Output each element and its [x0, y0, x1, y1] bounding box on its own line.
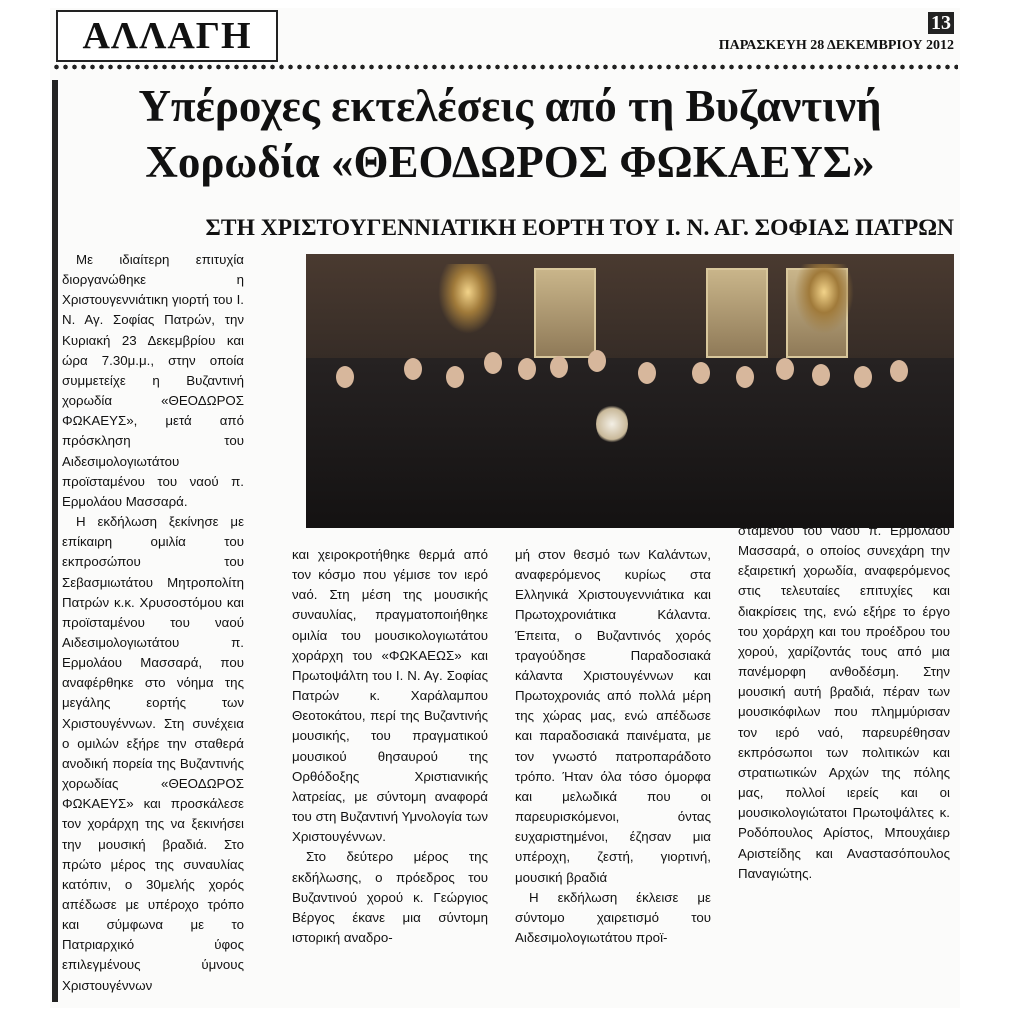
flower-bouquet [596, 404, 628, 444]
article-column-1 [62, 250, 244, 996]
article-column-3 [515, 545, 711, 948]
paragraph: Με ιδιαίτερη επιτυχία διοργανώθηκε η Χριστουγεννιάτικη γιορτή του Ι. Ν. Αγ. Σοφίας Πατρών, την Κυριακή 23 Δεκεμβρίου και ώρα 7.30μ.μ., στην οποία συμμετείχε η Βυζαντινή χορωδία «ΘΕΟΔΩΡΟΣ ΦΩΚΑΕΥΣ», μετά από πρόσκληση του Αιδεσιμολογιωτάτου προϊσταμένου του ναού π. Ερμολάου Μασσαρά. [62, 252, 244, 509]
article-column-4 [738, 521, 950, 884]
paragraph: Η εκδήλωση έκλεισε με σύντομο χαιρετισμό του Αιδεσιμολογιωτάτου προϊ- [515, 889, 711, 945]
headline-line-2: Χορωδία «ΘΕΟΔΩΡΟΣ ΦΩΚΑΕΥΣ» [145, 137, 875, 187]
newspaper-page [50, 8, 960, 1008]
icon-panel [706, 268, 768, 358]
paragraph: και χειροκροτήθηκε θερμά από τον κόσμο που γέμισε τον ιερό ναό. Στη μέση της μουσικής συναυλίας, πραγματοποιήθηκε ομιλία του μουσικολογιωτάτου χοράρχη του «ΦΩΚΑΕΩΣ» και Πρωτοψάλτη του Ι. Ν. Αγ. Σοφίας Πατρών κ. Χαράλαμπου Θεοτοκάτου, περί της Βυζαντινής μουσικής, του πραγματικού μουσικού θησαυρού της Ορθόδοξης Χριστιανικής λατρείας, με σύντομη αναφορά του στη Βυζαντινή Υμνολογία των Χριστουγέννων. [292, 547, 488, 845]
left-column-bar [52, 80, 58, 1002]
paragraph: σταμένου του ναού π. Ερμολάου Μασσαρά, ο οποίος συνεχάρη την εξαιρετική χορωδία, αναφερόμενος στις τελευταίες επιτυχίες και διακρίσεις της, ενώ εξήρε το έργο του χοράρχη και του προέδρου του χορού, χαρίζοντάς τους από μια πανέμορφη ανθοδέσμη. Στην μουσική αυτή βραδιά, πέραν των μουσικόφιλων που πλημμύρισαν τον ιερό ναό, παρευρέθησαν εκπρόσωποι των πολιτικών και στρατιωτικών Αρχών της πόλης μας, πολλοί ιερείς και οι μουσικολογιώτατοι Πρωτοψάλτες κ. Ροδόπουλος Αρίστος, Μπουχάιερ Αριστείδης και Αναστασόπουλος Παναγιώτης. [738, 523, 950, 881]
page-number: 13 [928, 12, 954, 34]
icon-panel [534, 268, 596, 358]
section-label: ΑΛΛΑΓΗ [56, 10, 278, 62]
article-column-2 [292, 545, 488, 948]
issue-date: ΠΑΡΑΣΚΕΥΗ 28 ΔΕΚΕΜΒΡΙΟΥ 2012 [718, 38, 954, 53]
paragraph: μή στον θεσμό των Καλάντων, αναφερόμενος κυρίως στα Ελληνικά Χριστουγεννιάτικα και Πρωτοχρονιάτικα Κάλαντα. Έπειτα, ο Βυζαντινός χορός τραγούδησε Παραδοσιακά κάλαντα Χριστουγέννων και Πρωτοχρονιάς από πολλά μέρη της χώρας μας, ενώ απέδωσε και παραδοσιακά παινέματα, με τον γνωστό πατροπαράδοτο τρόπο. Ήταν όλα τόσο όμορφα και μελωδικά που οι παρευρισκόμενοι, όντας ευχαριστημένοι, έζησαν μια υπέροχη, ζεστή, γιορτινή, μουσική βραδιά [515, 547, 711, 885]
chandelier [794, 264, 854, 334]
paragraph: Η εκδήλωση ξεκίνησε με επίκαιρη ομιλία του εκπροσώπου του Σεβασμιωτάτου Μητροπολίτη Πατρών κ.κ. Χρυσοστόμου και προϊσταμένου του ναού Αιδεσιμολογιωτάτου π. Ερμολάου Μασσαρά, που αναφέρθηκε στο νόημα της μεγάλης εορτής των Χριστουγέννων. Στη συνέχεια ο ομιλών εξήρε την σταθερά ανοδική πορεία της Βυζαντινής χορωδίας «ΘΕΟΔΩΡΟΣ ΦΩΚΑΕΥΣ» και προσκάλεσε τον χοράρχη της να ξεκινήσει την μουσική βραδιά. Στο πρώτο μέρος της συναυλίας κατόπιν, ο 30μελής χορός απέδωσε με υπέροχο τρόπο και σύμφωνα με το Πατριαρχικό ύφος επιλεγμένους ύμνους Χριστουγέννων [62, 514, 244, 993]
article-headline [66, 78, 954, 190]
article-photo [306, 254, 954, 528]
article-subheadline: ΣΤΗ ΧΡΙΣΤΟΥΓΕΝΝΙΑΤΙΚΗ ΕΟΡΤΗ ΤΟΥ Ι. Ν. ΑΓ. ΣΟΦΙΑΣ ΠΑΤΡΩΝ [205, 215, 954, 241]
dotted-divider [52, 64, 958, 70]
chandelier [438, 264, 498, 334]
headline-line-1: Υπέροχες εκτελέσεις από τη Βυζαντινή [138, 81, 882, 131]
paragraph: Στο δεύτερο μέρος της εκδήλωσης, ο πρόεδρος του Βυζαντινού χορού κ. Γεώργιος Βέργος έκανε μια σύντομη ιστορική αναδρο- [292, 849, 488, 945]
